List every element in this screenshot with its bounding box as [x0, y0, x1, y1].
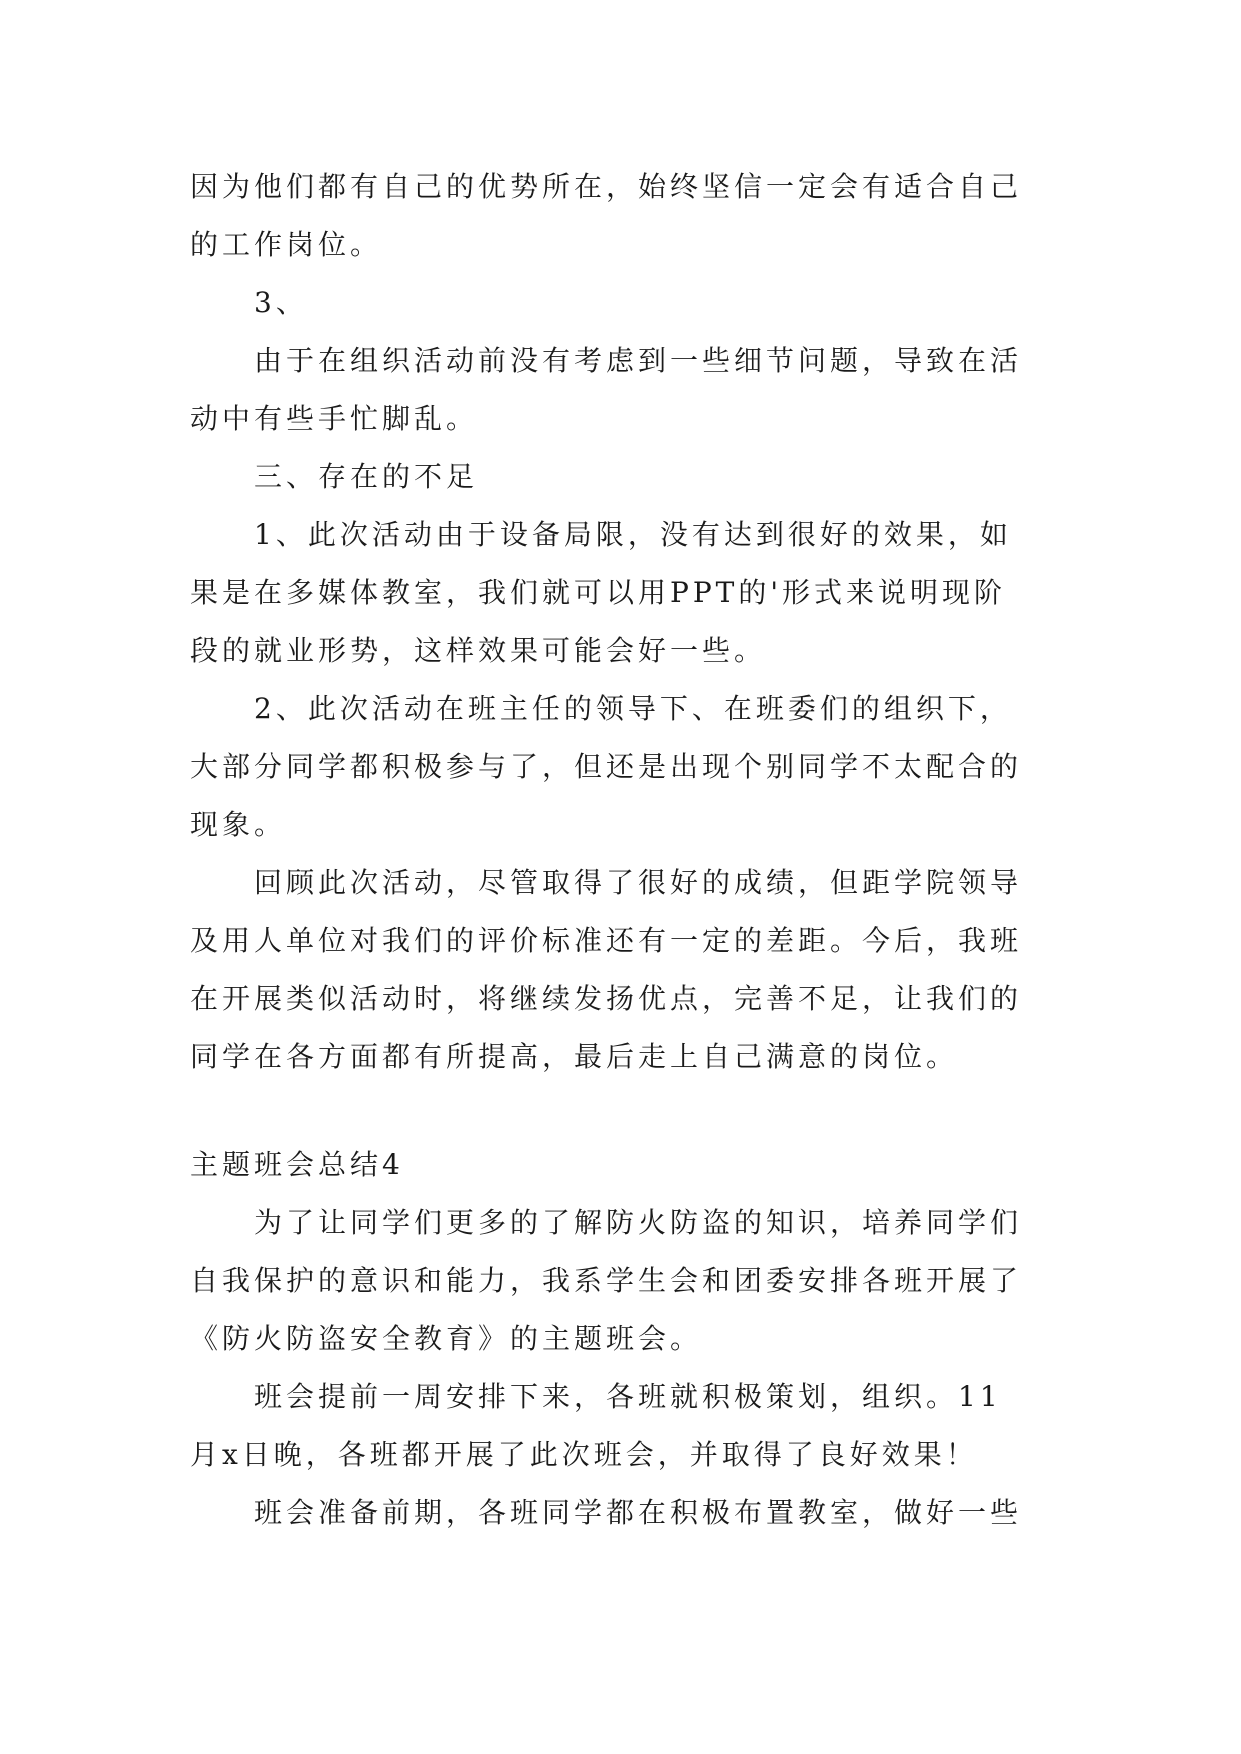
- section-body: [190, 1194, 1060, 1542]
- summary-block: [190, 158, 1060, 1086]
- text-line: 动中有些手忙脚乱。: [190, 402, 479, 435]
- text-line: 班会提前一周安排下来，各班就积极策划，组织。11: [254, 1380, 1002, 1413]
- text-line: 1、此次活动由于设备局限，没有达到很好的效果，如: [254, 518, 1012, 551]
- section-title: 主题班会总结4: [190, 1148, 404, 1181]
- text-line: 3、: [254, 286, 308, 319]
- text-line: 回顾此次活动，尽管取得了很好的成绩，但距学院领导: [254, 866, 1023, 899]
- text-line: 现象。: [190, 808, 287, 841]
- text-line: 为了让同学们更多的了解防火防盗的知识，培养同学们: [254, 1206, 1023, 1239]
- text-line: 在开展类似活动时，将继续发扬优点，完善不足，让我们的: [190, 982, 1023, 1015]
- text-line: 果是在多媒体教室，我们就可以用PPT的'形式来说明现阶: [190, 576, 1007, 609]
- document-body: [190, 158, 1060, 1542]
- text-line: 2、此次活动在班主任的领导下、在班委们的组织下，: [254, 692, 1012, 725]
- text-line: 及用人单位对我们的评价标准还有一定的差距。今后，我班: [190, 924, 1023, 957]
- text-line: 的工作岗位。: [190, 228, 383, 261]
- text-line: 因为他们都有自己的优势所在，始终坚信一定会有适合自己: [190, 170, 1023, 203]
- text-line: 自我保护的意识和能力，我系学生会和团委安排各班开展了: [190, 1264, 1023, 1297]
- text-line: 大部分同学都积极参与了，但还是出现个别同学不太配合的: [190, 750, 1023, 783]
- text-line: 三、存在的不足: [254, 460, 479, 493]
- text-line: 《防火防盗安全教育》的主题班会。: [190, 1322, 703, 1355]
- text-line: 同学在各方面都有所提高，最后走上自己满意的岗位。: [190, 1040, 959, 1073]
- text-line: 由于在组织活动前没有考虑到一些细节问题，导致在活: [254, 344, 1023, 377]
- text-line: 段的就业形势，这样效果可能会好一些。: [190, 634, 767, 667]
- text-line: 月x日晚，各班都开展了此次班会，并取得了良好效果！: [190, 1438, 978, 1471]
- section-gap: [190, 1086, 1060, 1136]
- text-line: 班会准备前期，各班同学都在积极布置教室，做好一些: [254, 1496, 1023, 1529]
